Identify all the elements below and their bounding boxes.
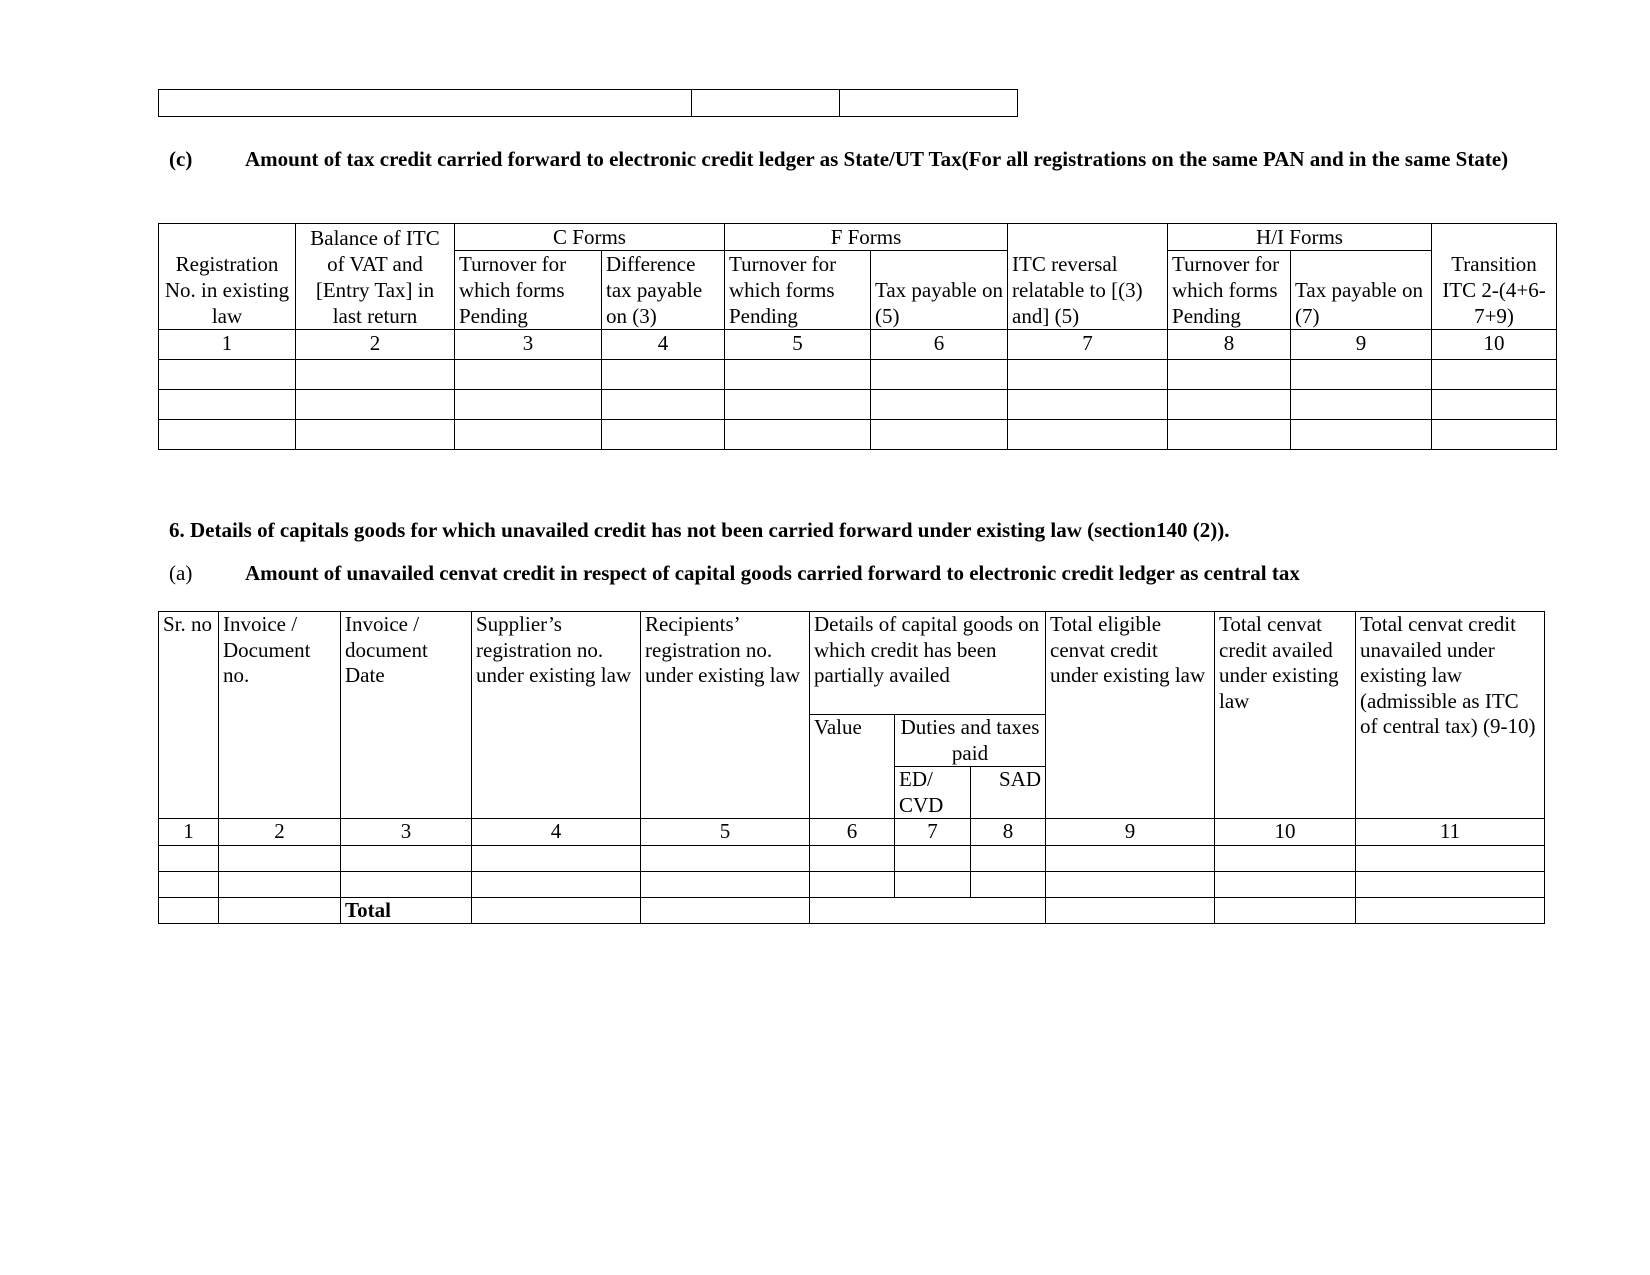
header-registration-no: Registration No. in existing law — [159, 224, 296, 330]
section-c-label: (c) — [169, 147, 193, 171]
column-number: 8 — [971, 819, 1046, 846]
column-number: 6 — [871, 330, 1008, 360]
header-c-turnover: Turnover for which forms Pending — [455, 251, 602, 330]
table-cell — [840, 90, 1018, 117]
table-cell — [692, 90, 840, 117]
column-number: 7 — [895, 819, 971, 846]
table-cell — [159, 90, 692, 117]
header-supplier-registration: Supplier’s registration no. under existing law — [472, 612, 641, 819]
column-number: 10 — [1215, 819, 1356, 846]
header-duties-taxes: Duties and taxes paid — [895, 715, 1046, 767]
column-number: 1 — [159, 819, 219, 846]
table-row — [159, 420, 1557, 450]
section-6-heading: 6. Details of capitals goods for which unavailed credit has not been carried forward under existing law (section140 (2)). — [169, 518, 1230, 542]
column-number: 2 — [219, 819, 341, 846]
header-c-difference-tax: Difference tax payable on (3) — [602, 251, 725, 330]
header-balance-itc: Balance of ITC of VAT and [Entry Tax] in last return — [296, 224, 455, 330]
section-c-title: Amount of tax credit carried forward to electronic credit ledger as State/UT Tax(For all registrations on the same PAN and in the same State) — [245, 147, 1509, 171]
header-total-eligible: Total eligible cenvat credit under existing law — [1046, 612, 1215, 819]
header-sad: SAD — [971, 767, 1046, 819]
column-number: 9 — [1046, 819, 1215, 846]
table-row — [159, 845, 1545, 871]
capital-goods-credit-table — [158, 611, 1545, 924]
column-number: 2 — [296, 330, 455, 360]
header-capital-goods-details: Details of capital goods on which credit has been partially availed — [810, 612, 1046, 715]
state-tax-credit-table — [158, 223, 1557, 450]
header-f-tax-payable: Tax payable on (5) — [871, 251, 1008, 330]
header-hi-turnover: Turnover for which forms Pending — [1168, 251, 1291, 330]
column-number: 7 — [1008, 330, 1168, 360]
column-number: 6 — [810, 819, 895, 846]
previous-table-remnant — [158, 89, 1018, 117]
header-group-hi-forms: H/I Forms — [1168, 224, 1432, 251]
header-group-c-forms: C Forms — [455, 224, 725, 251]
header-transition-itc: Transition ITC 2-(4+6-7+9) — [1432, 224, 1557, 330]
section-6a-label: (a) — [169, 561, 193, 585]
header-itc-reversal: ITC reversal relatable to [(3) and] (5) — [1008, 224, 1168, 330]
column-number: 4 — [602, 330, 725, 360]
header-total-availed: Total cenvat credit availed under existing law — [1215, 612, 1356, 819]
column-number: 1 — [159, 330, 296, 360]
column-number: 11 — [1356, 819, 1545, 846]
column-number: 4 — [472, 819, 641, 846]
column-number: 8 — [1168, 330, 1291, 360]
header-f-turnover: Turnover for which forms Pending — [725, 251, 871, 330]
total-row — [159, 897, 1545, 924]
table-row — [159, 360, 1557, 390]
column-number: 5 — [725, 330, 871, 360]
table-row — [159, 390, 1557, 420]
header-invoice-date: Invoice / document Date — [341, 612, 472, 819]
header-recipient-registration: Recipients’ registration no. under existing law — [641, 612, 810, 819]
section-c-heading — [169, 146, 1539, 172]
header-value: Value — [810, 715, 895, 819]
section-6a-title: Amount of unavailed cenvat credit in respect of capital goods carried forward to electronic credit ledger as central tax — [245, 561, 1300, 585]
total-label: Total — [341, 897, 472, 924]
column-number: 10 — [1432, 330, 1557, 360]
header-hi-tax-payable: Tax payable on (7) — [1291, 251, 1432, 330]
column-number: 5 — [641, 819, 810, 846]
header-sr-no: Sr. no — [159, 612, 219, 819]
header-ed-cvd: ED/ CVD — [895, 767, 971, 819]
column-number: 3 — [341, 819, 472, 846]
table-row — [159, 871, 1545, 897]
section-6a-heading — [169, 560, 1569, 586]
header-invoice-no: Invoice / Document no. — [219, 612, 341, 819]
column-number: 9 — [1291, 330, 1432, 360]
header-group-f-forms: F Forms — [725, 224, 1008, 251]
header-total-unavailed: Total cenvat credit unavailed under existing law (admissible as ITC of central tax) (9-10) — [1356, 612, 1545, 819]
column-number: 3 — [455, 330, 602, 360]
